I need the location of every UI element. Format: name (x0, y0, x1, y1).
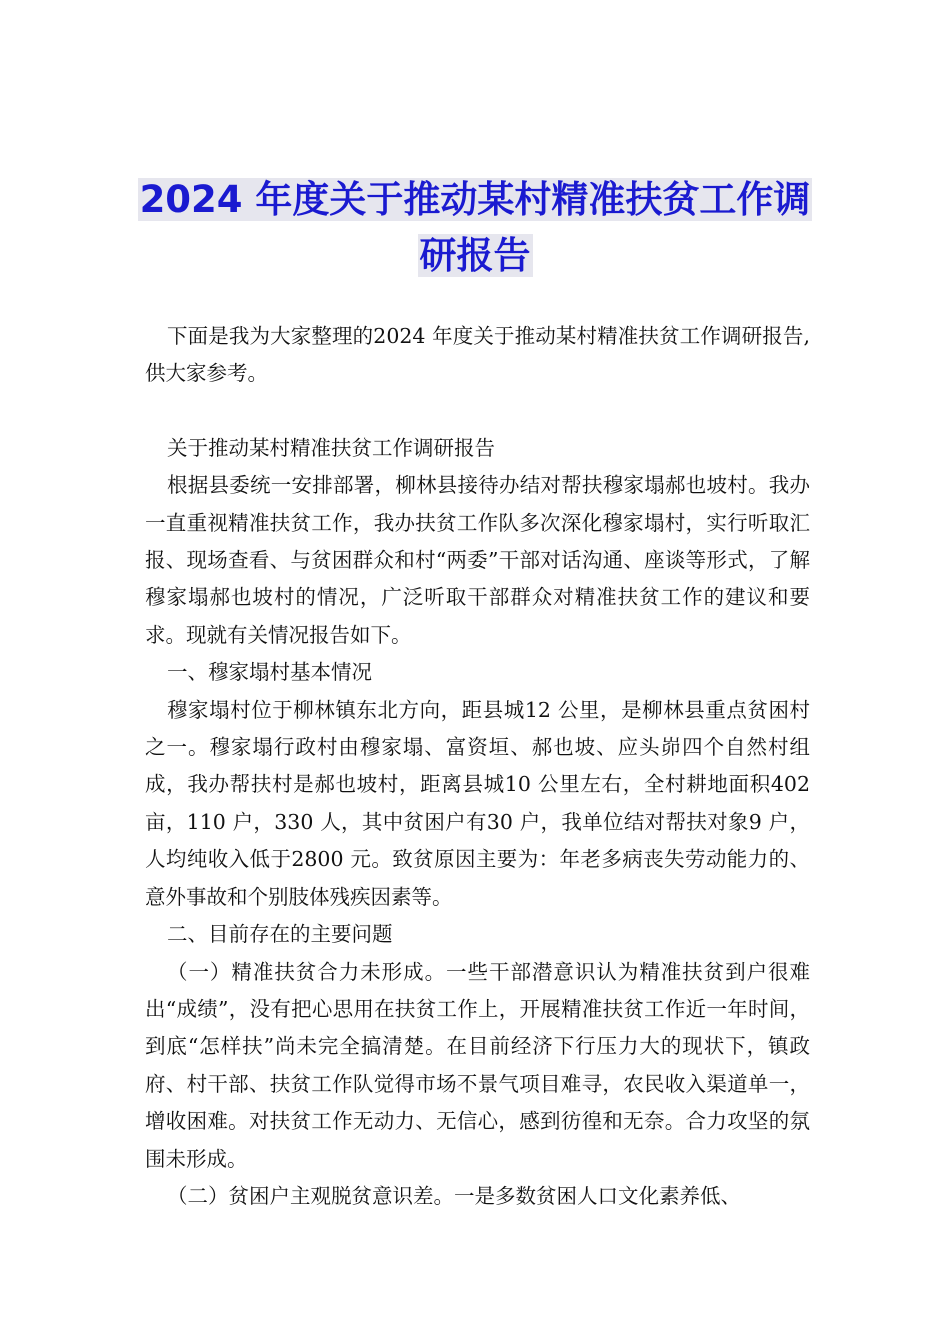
section-heading-2: 二、目前存在的主要问题 (167, 922, 393, 947)
intro-paragraph: 下面是我为大家整理的2024 年度关于推动某村精准扶贫工作调研报告,供大家参考。 (145, 324, 810, 386)
body-paragraph: （二）贫困户主观脱贫意识差。一是多数贫困人口文化素养低、 (167, 1183, 741, 1208)
title-line-1: 2024 年度关于推动某村精准扶贫工作调 (139, 178, 811, 221)
document-title (120, 172, 830, 284)
body-paragraph: 根据县委统一安排部署，柳林县接待办结对帮扶穆家塌郝也坡村。我办一直重视精准扶贫工作，我办扶贫工作队多次深化穆家塌村，实行听取汇报、现场查看、与贫困群众和村“两委”干部对话沟通、座谈等形式，了解穆家塌郝也坡村的情况，广泛听取干部群众对精准扶贫工作的建议和要求。现就有关情况报告如下。 (145, 473, 810, 647)
paragraph-spacer (145, 393, 810, 430)
report-subtitle: 关于推动某村精准扶贫工作调研报告 (167, 435, 495, 460)
section-heading-1: 一、穆家塌村基本情况 (167, 660, 372, 685)
title-line-2: 研报告 (419, 234, 531, 277)
body-paragraph: 穆家塌村位于柳林镇东北方向，距县城12 公里，是柳林县重点贫困村之一。穆家塌行政村由穆家塌、富资垣、郝也坡、应头峁四个自然村组成，我办帮扶村是郝也坡村，距离县城10 公里左右，全村耕地面积402 亩，110 户，330 人，其中贫困户有30 户，我单位结对帮扶对象9 户，人均纯收入低于2800 元。致贫原因主要为：年老多病丧失劳动能力的、意外事故和个别肢体残疾因素等。 (145, 697, 810, 909)
document-body (145, 318, 810, 1215)
body-paragraph: （一）精准扶贫合力未形成。一些干部潜意识认为精准扶贫到户很难出“成绩”，没有把心思用在扶贫工作上，开展精准扶贫工作近一年时间，到底“怎样扶”尚未完全搞清楚。在目前经济下行压力大的现状下，镇政府、村干部、扶贫工作队觉得市场不景气项目难寻，农民收入渠道单一，增收困难。对扶贫工作无动力、无信心，感到彷徨和无奈。合力攻坚的氛围未形成。 (145, 959, 810, 1171)
